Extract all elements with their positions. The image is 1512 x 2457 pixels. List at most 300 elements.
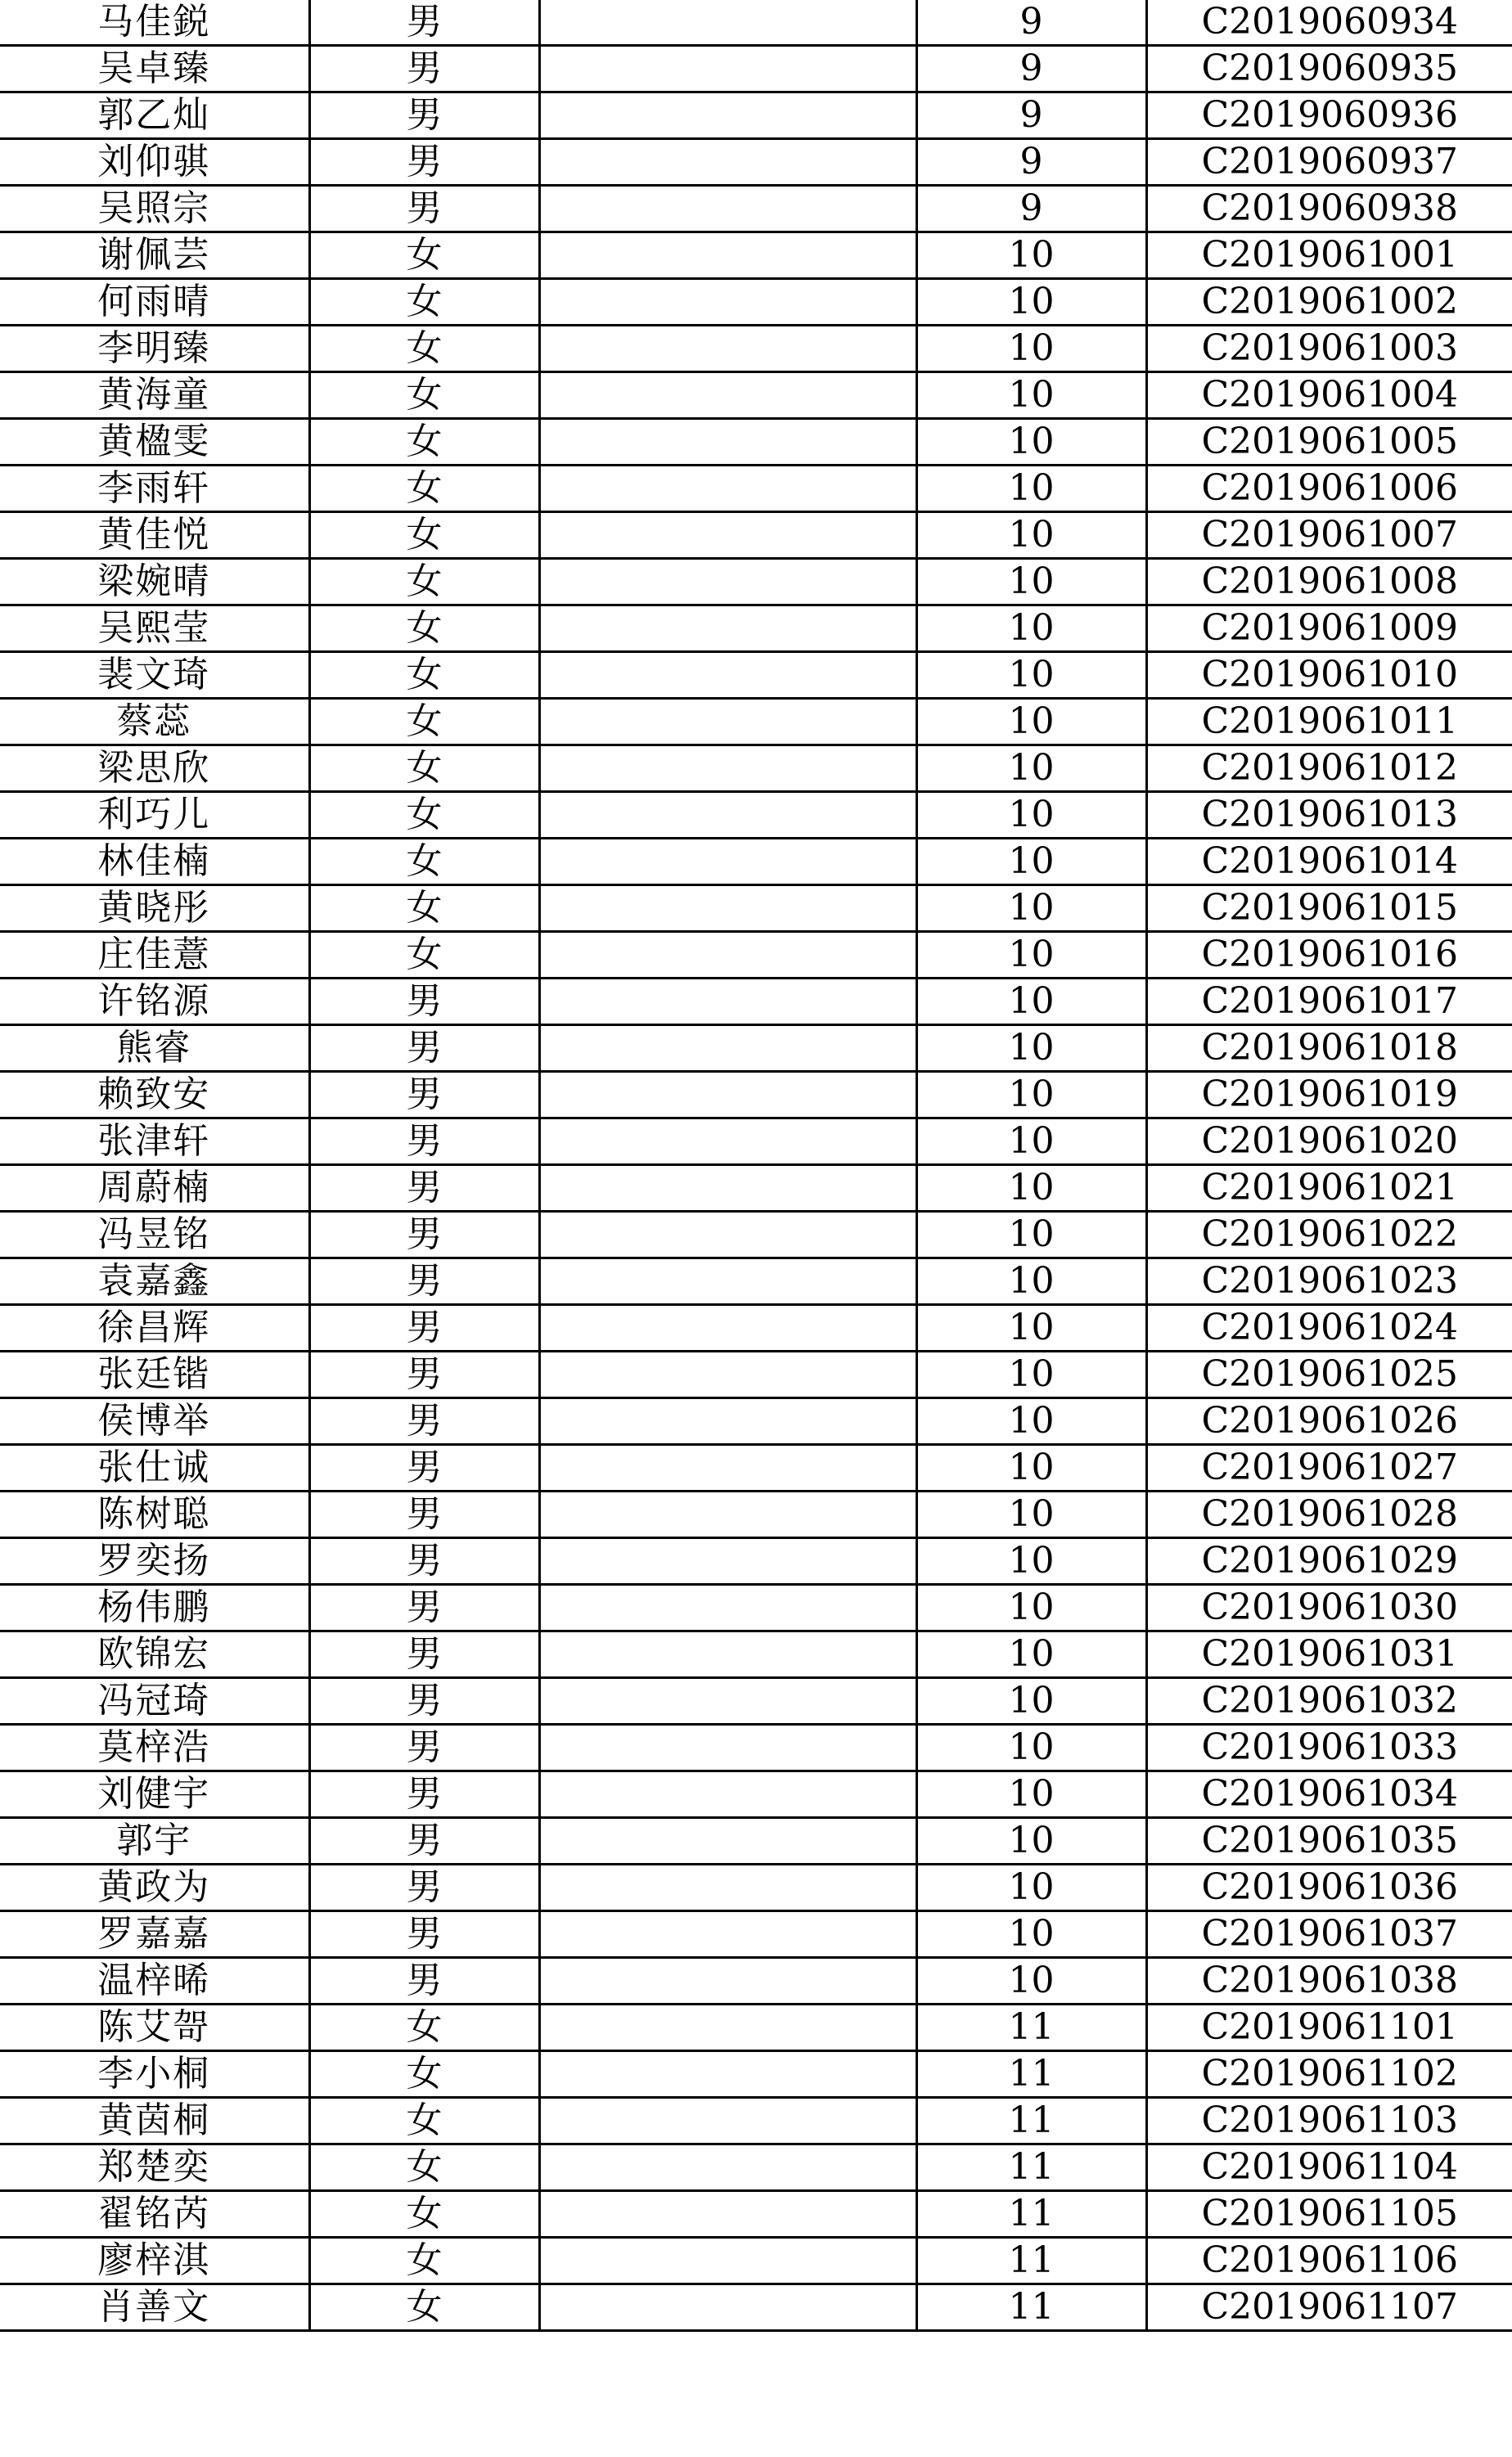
name-cell: 郭乙灿: [0, 92, 309, 139]
class-cell: 10: [916, 1631, 1146, 1678]
student-id-cell: C2019061036: [1146, 1865, 1512, 1911]
name-cell: 杨伟鹏: [0, 1585, 309, 1631]
table-row: [0, 1865, 1512, 1911]
student-id-cell: C2019061038: [1146, 1958, 1512, 2005]
blank-cell: [539, 652, 916, 699]
name-cell: 利巧儿: [0, 792, 309, 839]
name-cell: 罗嘉嘉: [0, 1911, 309, 1958]
class-cell: 10: [916, 1118, 1146, 1165]
gender-cell: 男: [309, 1958, 539, 2005]
class-cell: 10: [916, 1865, 1146, 1911]
table-row: [0, 792, 1512, 839]
gender-cell: 女: [309, 699, 539, 745]
gender-cell: 女: [309, 232, 539, 279]
table-row: [0, 1258, 1512, 1305]
blank-cell: [539, 1445, 916, 1492]
student-id-cell: C2019061106: [1146, 2238, 1512, 2284]
class-cell: 10: [916, 1165, 1146, 1212]
student-id-cell: C2019061029: [1146, 1538, 1512, 1585]
student-id-cell: C2019061104: [1146, 2144, 1512, 2191]
name-cell: 李明臻: [0, 326, 309, 372]
table-row: [0, 232, 1512, 279]
class-cell: 10: [916, 326, 1146, 372]
name-cell: 郑楚奕: [0, 2144, 309, 2191]
gender-cell: 男: [309, 1072, 539, 1118]
gender-cell: 男: [309, 1725, 539, 1771]
blank-cell: [539, 419, 916, 466]
table-row: [0, 512, 1512, 559]
name-cell: 何雨晴: [0, 279, 309, 326]
table-row: [0, 605, 1512, 652]
class-cell: 10: [916, 1771, 1146, 1818]
class-cell: 10: [916, 279, 1146, 326]
name-cell: 谢佩芸: [0, 232, 309, 279]
table-row: [0, 559, 1512, 605]
name-cell: 冯昱铭: [0, 1212, 309, 1258]
class-cell: 10: [916, 1818, 1146, 1865]
table-row: [0, 1631, 1512, 1678]
blank-cell: [539, 1305, 916, 1352]
class-cell: 10: [916, 979, 1146, 1025]
blank-cell: [539, 186, 916, 232]
class-cell: 10: [916, 792, 1146, 839]
name-cell: 刘健宇: [0, 1771, 309, 1818]
gender-cell: 男: [309, 0, 539, 46]
class-cell: 11: [916, 2005, 1146, 2051]
name-cell: 吴熙莹: [0, 605, 309, 652]
student-id-cell: C2019061032: [1146, 1678, 1512, 1725]
gender-cell: 女: [309, 932, 539, 979]
gender-cell: 女: [309, 559, 539, 605]
student-id-cell: C2019061101: [1146, 2005, 1512, 2051]
table-row: [0, 279, 1512, 326]
name-cell: 张仕诚: [0, 1445, 309, 1492]
student-id-cell: C2019061028: [1146, 1492, 1512, 1538]
name-cell: 黄晓彤: [0, 885, 309, 932]
name-cell: 李雨轩: [0, 466, 309, 512]
gender-cell: 女: [309, 2051, 539, 2098]
student-id-cell: C2019061016: [1146, 932, 1512, 979]
class-cell: 9: [916, 139, 1146, 186]
table-row: [0, 0, 1512, 46]
class-cell: 10: [916, 512, 1146, 559]
gender-cell: 女: [309, 419, 539, 466]
table-row: [0, 1212, 1512, 1258]
student-id-cell: C2019061005: [1146, 419, 1512, 466]
student-id-cell: C2019061011: [1146, 699, 1512, 745]
name-cell: 林佳楠: [0, 839, 309, 885]
class-cell: 9: [916, 186, 1146, 232]
gender-cell: 男: [309, 139, 539, 186]
table-row: [0, 1911, 1512, 1958]
gender-cell: 男: [309, 1118, 539, 1165]
blank-cell: [539, 932, 916, 979]
table-row: [0, 326, 1512, 372]
table-row: [0, 419, 1512, 466]
student-id-cell: C2019061022: [1146, 1212, 1512, 1258]
blank-cell: [539, 232, 916, 279]
class-cell: 10: [916, 1585, 1146, 1631]
name-cell: 熊睿: [0, 1025, 309, 1072]
class-cell: 10: [916, 1958, 1146, 2005]
student-id-cell: C2019061035: [1146, 1818, 1512, 1865]
class-cell: 10: [916, 1445, 1146, 1492]
table-row: [0, 2284, 1512, 2331]
blank-cell: [539, 1492, 916, 1538]
class-cell: 11: [916, 2284, 1146, 2331]
class-cell: 10: [916, 1072, 1146, 1118]
name-cell: 温梓晞: [0, 1958, 309, 2005]
table-row: [0, 1958, 1512, 2005]
gender-cell: 女: [309, 512, 539, 559]
blank-cell: [539, 372, 916, 419]
name-cell: 刘仰骐: [0, 139, 309, 186]
blank-cell: [539, 1118, 916, 1165]
blank-cell: [539, 326, 916, 372]
blank-cell: [539, 979, 916, 1025]
name-cell: 吴照宗: [0, 186, 309, 232]
gender-cell: 女: [309, 466, 539, 512]
table-row: [0, 1118, 1512, 1165]
class-cell: 10: [916, 1258, 1146, 1305]
name-cell: 李小桐: [0, 2051, 309, 2098]
blank-cell: [539, 839, 916, 885]
student-id-cell: C2019060938: [1146, 186, 1512, 232]
name-cell: 肖善文: [0, 2284, 309, 2331]
blank-cell: [539, 885, 916, 932]
gender-cell: 女: [309, 326, 539, 372]
blank-cell: [539, 2051, 916, 2098]
blank-cell: [539, 1818, 916, 1865]
blank-cell: [539, 2284, 916, 2331]
blank-cell: [539, 2144, 916, 2191]
student-id-cell: C2019061102: [1146, 2051, 1512, 2098]
blank-cell: [539, 1165, 916, 1212]
name-cell: 欧锦宏: [0, 1631, 309, 1678]
blank-cell: [539, 0, 916, 46]
blank-cell: [539, 605, 916, 652]
gender-cell: 女: [309, 372, 539, 419]
gender-cell: 男: [309, 1911, 539, 1958]
gender-cell: 男: [309, 1305, 539, 1352]
name-cell: 裴文琦: [0, 652, 309, 699]
gender-cell: 男: [309, 1865, 539, 1911]
blank-cell: [539, 46, 916, 92]
name-cell: 周蔚楠: [0, 1165, 309, 1212]
table-row: [0, 1818, 1512, 1865]
gender-cell: 男: [309, 1445, 539, 1492]
gender-cell: 男: [309, 1492, 539, 1538]
class-cell: 10: [916, 885, 1146, 932]
table-row: [0, 2191, 1512, 2238]
table-row: [0, 1025, 1512, 1072]
name-cell: 庄佳薏: [0, 932, 309, 979]
gender-cell: 女: [309, 2284, 539, 2331]
blank-cell: [539, 1072, 916, 1118]
blank-cell: [539, 512, 916, 559]
class-cell: 10: [916, 1492, 1146, 1538]
student-id-cell: C2019061019: [1146, 1072, 1512, 1118]
table-row: [0, 92, 1512, 139]
class-cell: 10: [916, 932, 1146, 979]
class-cell: 11: [916, 2098, 1146, 2144]
table-row: [0, 1771, 1512, 1818]
student-id-cell: C2019061012: [1146, 745, 1512, 792]
class-cell: 10: [916, 1911, 1146, 1958]
gender-cell: 女: [309, 2191, 539, 2238]
gender-cell: 女: [309, 279, 539, 326]
student-id-cell: C2019061010: [1146, 652, 1512, 699]
blank-cell: [539, 1631, 916, 1678]
table-row: [0, 1305, 1512, 1352]
student-id-cell: C2019061008: [1146, 559, 1512, 605]
name-cell: 冯冠琦: [0, 1678, 309, 1725]
blank-cell: [539, 1258, 916, 1305]
class-cell: 10: [916, 1352, 1146, 1398]
student-id-cell: C2019061001: [1146, 232, 1512, 279]
blank-cell: [539, 699, 916, 745]
name-cell: 郭宇: [0, 1818, 309, 1865]
class-cell: 10: [916, 1538, 1146, 1585]
blank-cell: [539, 279, 916, 326]
class-cell: 10: [916, 699, 1146, 745]
gender-cell: 男: [309, 1818, 539, 1865]
blank-cell: [539, 1538, 916, 1585]
name-cell: 马佳鋭: [0, 0, 309, 46]
gender-cell: 女: [309, 2238, 539, 2284]
table-row: [0, 699, 1512, 745]
name-cell: 侯博举: [0, 1398, 309, 1445]
gender-cell: 女: [309, 839, 539, 885]
table-row: [0, 372, 1512, 419]
gender-cell: 男: [309, 1258, 539, 1305]
table-row: [0, 466, 1512, 512]
student-id-cell: C2019061024: [1146, 1305, 1512, 1352]
class-cell: 10: [916, 232, 1146, 279]
name-cell: 罗奕扬: [0, 1538, 309, 1585]
student-id-cell: C2019060935: [1146, 46, 1512, 92]
blank-cell: [539, 2238, 916, 2284]
class-cell: 10: [916, 745, 1146, 792]
gender-cell: 男: [309, 1212, 539, 1258]
class-cell: 10: [916, 559, 1146, 605]
student-id-cell: C2019061023: [1146, 1258, 1512, 1305]
table-row: [0, 1725, 1512, 1771]
class-cell: 9: [916, 0, 1146, 46]
student-id-cell: C2019061037: [1146, 1911, 1512, 1958]
table-row: [0, 932, 1512, 979]
student-id-cell: C2019061034: [1146, 1771, 1512, 1818]
gender-cell: 男: [309, 1538, 539, 1585]
gender-cell: 男: [309, 1585, 539, 1631]
table-row: [0, 1165, 1512, 1212]
table-row: [0, 979, 1512, 1025]
table-row: [0, 1072, 1512, 1118]
student-id-cell: C2019061021: [1146, 1165, 1512, 1212]
blank-cell: [539, 792, 916, 839]
student-id-cell: C2019061006: [1146, 466, 1512, 512]
student-id-cell: C2019061007: [1146, 512, 1512, 559]
student-id-cell: C2019061009: [1146, 605, 1512, 652]
name-cell: 许铭源: [0, 979, 309, 1025]
name-cell: 黄茵桐: [0, 2098, 309, 2144]
gender-cell: 女: [309, 2144, 539, 2191]
student-id-cell: C2019061003: [1146, 326, 1512, 372]
table-row: [0, 186, 1512, 232]
class-cell: 10: [916, 1212, 1146, 1258]
blank-cell: [539, 1678, 916, 1725]
gender-cell: 男: [309, 1165, 539, 1212]
student-id-cell: C2019061002: [1146, 279, 1512, 326]
gender-cell: 女: [309, 2098, 539, 2144]
name-cell: 黄佳悦: [0, 512, 309, 559]
class-cell: 10: [916, 1398, 1146, 1445]
gender-cell: 男: [309, 186, 539, 232]
table-row: [0, 1398, 1512, 1445]
name-cell: 陈艾哿: [0, 2005, 309, 2051]
table-row: [0, 1352, 1512, 1398]
table-row: [0, 839, 1512, 885]
student-id-cell: C2019061027: [1146, 1445, 1512, 1492]
blank-cell: [539, 745, 916, 792]
blank-cell: [539, 1958, 916, 2005]
name-cell: 徐昌辉: [0, 1305, 309, 1352]
student-id-cell: C2019061015: [1146, 885, 1512, 932]
gender-cell: 男: [309, 1025, 539, 1072]
class-cell: 10: [916, 652, 1146, 699]
class-cell: 10: [916, 372, 1146, 419]
student-id-cell: C2019060936: [1146, 92, 1512, 139]
table-row: [0, 652, 1512, 699]
blank-cell: [539, 2005, 916, 2051]
student-id-cell: C2019061018: [1146, 1025, 1512, 1072]
class-cell: 10: [916, 1678, 1146, 1725]
gender-cell: 男: [309, 92, 539, 139]
blank-cell: [539, 1212, 916, 1258]
name-cell: 莫梓浩: [0, 1725, 309, 1771]
table-row: [0, 1538, 1512, 1585]
student-id-cell: C2019061014: [1146, 839, 1512, 885]
blank-cell: [539, 1352, 916, 1398]
blank-cell: [539, 1585, 916, 1631]
name-cell: 张津轩: [0, 1118, 309, 1165]
blank-cell: [539, 139, 916, 186]
blank-cell: [539, 1911, 916, 1958]
name-cell: 赖致安: [0, 1072, 309, 1118]
student-id-cell: C2019061025: [1146, 1352, 1512, 1398]
student-id-cell: C2019061026: [1146, 1398, 1512, 1445]
table-row: [0, 2238, 1512, 2284]
student-id-cell: C2019061013: [1146, 792, 1512, 839]
student-id-cell: C2019060937: [1146, 139, 1512, 186]
class-cell: 11: [916, 2144, 1146, 2191]
blank-cell: [539, 559, 916, 605]
gender-cell: 女: [309, 652, 539, 699]
blank-cell: [539, 1725, 916, 1771]
name-cell: 黄政为: [0, 1865, 309, 1911]
student-id-cell: C2019061103: [1146, 2098, 1512, 2144]
blank-cell: [539, 2191, 916, 2238]
blank-cell: [539, 1025, 916, 1072]
class-cell: 9: [916, 92, 1146, 139]
name-cell: 吴卓臻: [0, 46, 309, 92]
class-cell: 11: [916, 2191, 1146, 2238]
gender-cell: 男: [309, 1398, 539, 1445]
gender-cell: 男: [309, 1631, 539, 1678]
table-row: [0, 139, 1512, 186]
name-cell: 黄海童: [0, 372, 309, 419]
class-cell: 10: [916, 466, 1146, 512]
gender-cell: 男: [309, 1352, 539, 1398]
gender-cell: 男: [309, 979, 539, 1025]
table-row: [0, 1585, 1512, 1631]
name-cell: 廖梓淇: [0, 2238, 309, 2284]
gender-cell: 女: [309, 605, 539, 652]
table-row: [0, 745, 1512, 792]
student-id-cell: C2019061004: [1146, 372, 1512, 419]
student-id-cell: C2019061105: [1146, 2191, 1512, 2238]
name-cell: 翟铭芮: [0, 2191, 309, 2238]
gender-cell: 男: [309, 1771, 539, 1818]
student-id-cell: C2019060934: [1146, 0, 1512, 46]
name-cell: 陈树聪: [0, 1492, 309, 1538]
table-row: [0, 1492, 1512, 1538]
table-row: [0, 885, 1512, 932]
class-cell: 11: [916, 2238, 1146, 2284]
student-id-cell: C2019061030: [1146, 1585, 1512, 1631]
blank-cell: [539, 1398, 916, 1445]
blank-cell: [539, 2098, 916, 2144]
class-cell: 10: [916, 1725, 1146, 1771]
student-id-cell: C2019061107: [1146, 2284, 1512, 2331]
gender-cell: 女: [309, 885, 539, 932]
gender-cell: 男: [309, 1678, 539, 1725]
student-id-cell: C2019061020: [1146, 1118, 1512, 1165]
blank-cell: [539, 1865, 916, 1911]
name-cell: 袁嘉鑫: [0, 1258, 309, 1305]
class-cell: 10: [916, 419, 1146, 466]
class-cell: 10: [916, 839, 1146, 885]
table-row: [0, 2005, 1512, 2051]
table-row: [0, 1678, 1512, 1725]
blank-cell: [539, 92, 916, 139]
student-id-cell: C2019061031: [1146, 1631, 1512, 1678]
name-cell: 蔡蕊: [0, 699, 309, 745]
name-cell: 黄楹雯: [0, 419, 309, 466]
gender-cell: 女: [309, 745, 539, 792]
class-cell: 9: [916, 46, 1146, 92]
gender-cell: 男: [309, 46, 539, 92]
name-cell: 梁思欣: [0, 745, 309, 792]
table-row: [0, 46, 1512, 92]
class-cell: 10: [916, 1025, 1146, 1072]
table-row: [0, 2051, 1512, 2098]
gender-cell: 女: [309, 792, 539, 839]
blank-cell: [539, 466, 916, 512]
class-cell: 10: [916, 605, 1146, 652]
name-cell: 张廷锴: [0, 1352, 309, 1398]
blank-cell: [539, 1771, 916, 1818]
table-row: [0, 1445, 1512, 1492]
student-id-cell: C2019061017: [1146, 979, 1512, 1025]
class-cell: 11: [916, 2051, 1146, 2098]
name-cell: 梁婉晴: [0, 559, 309, 605]
table-row: [0, 2098, 1512, 2144]
student-id-cell: C2019061033: [1146, 1725, 1512, 1771]
gender-cell: 女: [309, 2005, 539, 2051]
class-cell: 10: [916, 1305, 1146, 1352]
table-row: [0, 2144, 1512, 2191]
